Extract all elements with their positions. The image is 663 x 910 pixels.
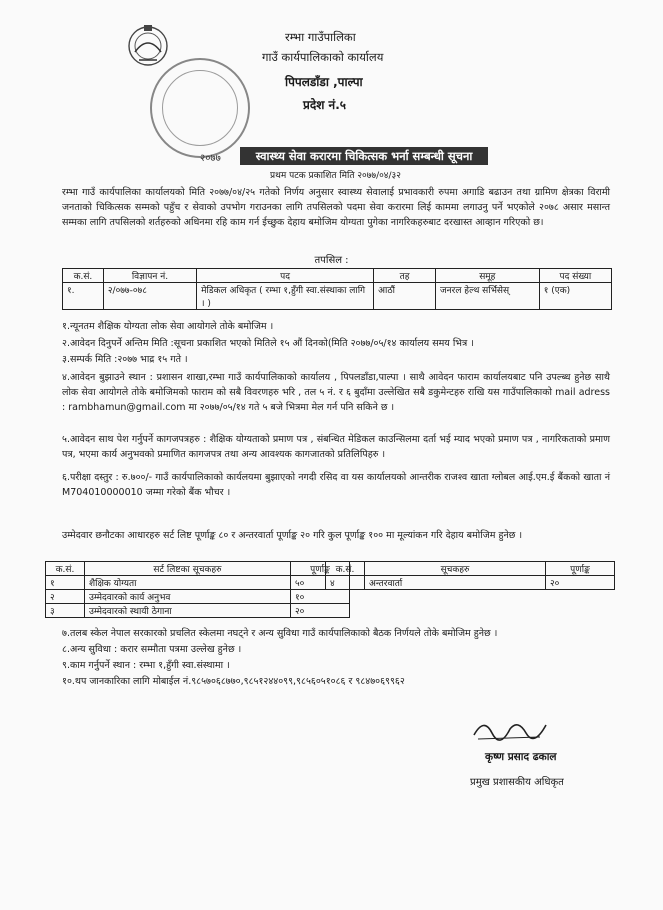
point-2: २.आवेदन दिनुपर्ने अन्तिम मिति :सूचना प्रकाशित भएको मितिले १५ औं दिनको(मिति २०७७/०५/१४ कार्यालय समय भित्र । [62, 338, 474, 349]
handwritten-signature [470, 715, 550, 743]
col-indicator: सूचकहरु [365, 562, 546, 576]
col-indicator: सर्ट लिष्टका सूचकहरु [85, 562, 291, 576]
eval-right-header [326, 562, 615, 576]
intro-paragraph: रम्भा गाउँ कार्यपालिका कार्यालयको मिति २०७७/०४/२५ गतेको निर्णय अनुसार स्वास्थ्य सेवालाई प्रभावकारी रुपमा अगाडि बढाउन तथा ग्रामिण क्षेत्रका विरामी जनताको चिकित्सक सम्मको पहुँच र सेवाको उपभोग गराउनका लागि तपसिलको पदमा सेवा करारमा लिई काममा लगाउनु पर्ने भएकोले २०७८ असार मसान्त सम्मका लागि तपसिलको शर्तहरुको अधिनमा रहि काम गर्न ईच्छुक देहाय बमोजिम योग्यता पुगेका नागरिकहरुबाट दरखास्त आव्हान गरिएको छ। [62, 187, 610, 228]
evaluation-intro: उम्मेदवार छनौटका आधारहरु सर्ट लिष्ट पूर्णाङ्क ८० र अन्तरवार्ता पूर्णाङ्क २० गरि कुल पूर्णाङ्क १०० मा मूल्यांकन गरि देहाय बमोजिम हुनेछ । [62, 530, 523, 541]
header-municipality: रम्भा गाउँपालिका [285, 30, 356, 44]
tapasil-label: तपसिल : [314, 255, 349, 266]
point-3: ३.सम्पर्क मिति :२०७७ भाद्र १५ गते । [62, 354, 188, 365]
header-province: प्रदेश नं.५ [303, 98, 346, 112]
office-stamp [150, 58, 250, 158]
post-table-header [63, 269, 612, 283]
notice-title: स्वास्थ्य सेवा करारमा चिकित्सक भर्ना सम्बन्धी सूचना [240, 147, 488, 165]
evaluation-table-left [45, 561, 350, 618]
publish-date: प्रथम पटक प्रकाशित मिति २०७७/०४/३२ [270, 171, 401, 181]
header-address: पिपलडाँडा ,पाल्पा [285, 75, 363, 89]
cell-indicator: अन्तरवार्ता [365, 576, 546, 590]
post-table [62, 268, 612, 310]
cell-indicator: उम्मेदवारको कार्य अनुभव [85, 590, 291, 604]
nepal-emblem-icon [125, 22, 171, 68]
table-row [46, 576, 350, 590]
cell-adv-no: २/०७७-०७८ [103, 283, 196, 310]
col-count: पद संख्या [539, 269, 611, 283]
table-row [326, 576, 615, 590]
col-sn: क.सं. [46, 562, 85, 576]
col-adv-no: विज्ञापन नं. [103, 269, 196, 283]
point-4: ४.आवेदन बुझाउने स्थान : प्रशासन शाखा,रम्भा गाउँ कार्यपालिकाको कार्यालय , पिपलडाँडा,पाल्पा । साथै आवेदन फाराम कार्यालयबाट पनि उपल्ब्ध हुनेछ साथै लोक सेवा आयोगले तोके बमोजिमको फाराम को सबै विवरणहरु भरि , तल ५ नं. र ६ बुदाँमा उल्लेखित सबै डकुमेन्टहरु राखि यस गाउँपालिकाको mail adress : rambhamun@gmail.com मा २०७७/०५/१४ गते ५ बजे भित्रमा मेल गर्न पनि सकिने छ । [62, 372, 610, 413]
point-5: ५.आवेदन साथ पेश गर्नुपर्ने कागजपत्रहरु : शैक्षिक योग्यताको प्रमाण पत्र , संबन्धित मेडिकल काउन्सिलमा दर्ता भई म्याद भएको प्रमाण पत्र , नागरिकताको प्रमाण पत्र, भएमा कार्य अनुभवको प्रमाणित कागजपत्र तथा अन्य आवश्यक कागजातको प्रतिलिपिहरु । [62, 434, 610, 460]
point-7: ७.तलब स्केल नेपाल सरकारको प्रचलित स्केलमा नघट्ने र अन्य सुविधा गाउँ कार्यपालिकाको बैठक निर्णयले तोके बमोजिम हुनेछ । [62, 628, 498, 639]
point-9: ९.काम गर्नुपर्ने स्थान : रम्भा १,हुँगी स्वा.संस्थामा । [62, 660, 230, 671]
point-6: ६.परीक्षा दस्तुर : रु.७००/- गाउँ कार्यपालिकाको कार्यलयमा बुझाएको नगदी रसिद वा यस कार्यालयको आन्तरीक राजश्व खाता ग्लोबल आई.एम.ई बैंकको खाता नं M704010000010 जम्मा गरेको बैंक भौचर । [62, 472, 610, 498]
cell-sn: ४ [326, 576, 365, 590]
point-10: १०.थप जानकारिका लागि मोबाईल नं.९८५७०६८७७०,९८५१२४४०९९,९८५६०५१०८६ र ९८४७०६९९६२ [62, 676, 405, 687]
cell-marks: ५० [291, 576, 350, 590]
cell-sn: ३ [46, 604, 85, 618]
cell-sn: १ [46, 576, 85, 590]
stamp-code: २०७७ [200, 153, 221, 164]
cell-level: आठौं [374, 283, 436, 310]
point-8: ८.अन्य सुविधा : करार सम्मौता पत्रमा उल्लेख हुनेछ । [62, 644, 242, 655]
cell-indicator: शैक्षिक योग्यता [85, 576, 291, 590]
table-row [46, 590, 350, 604]
cell-marks: २० [546, 576, 615, 590]
signatory-name: कृष्ण प्रसाद ढकाल [485, 751, 557, 763]
col-post: पद [197, 269, 374, 283]
cell-marks: २० [291, 604, 350, 618]
table-row [46, 604, 350, 618]
cell-count: १ (एक) [539, 283, 611, 310]
eval-left-header [46, 562, 350, 576]
col-sn: क.सं. [63, 269, 104, 283]
cell-marks: १० [291, 590, 350, 604]
col-marks: पूर्णाङ्क [291, 562, 350, 576]
col-group: समूह [435, 269, 539, 283]
header-office: गाउँ कार्यपालिकाको कार्यालय [262, 50, 384, 64]
cell-indicator: उम्मेदवारको स्थायी ठेगाना [85, 604, 291, 618]
col-level: तह [374, 269, 436, 283]
cell-post: मेडिकल अधिकृत ( रम्भा १,हुँगी स्वा.संस्थाका लागि । ) [197, 283, 374, 310]
table-row [63, 283, 612, 310]
cell-group: जनरल हेल्थ सर्भिसेस् [435, 283, 539, 310]
point-1: १.न्यूनतम शैक्षिक योग्यता लोक सेवा आयोगले तोके बमोजिम । [62, 321, 274, 332]
col-marks: पूर्णाङ्क [546, 562, 615, 576]
col-sn: क.सं. [326, 562, 365, 576]
cell-sn: २ [46, 590, 85, 604]
evaluation-table-right [325, 561, 615, 590]
signatory-title: प्रमुख प्रशासकीय अधिकृत [470, 777, 564, 788]
cell-sn: १. [63, 283, 104, 310]
